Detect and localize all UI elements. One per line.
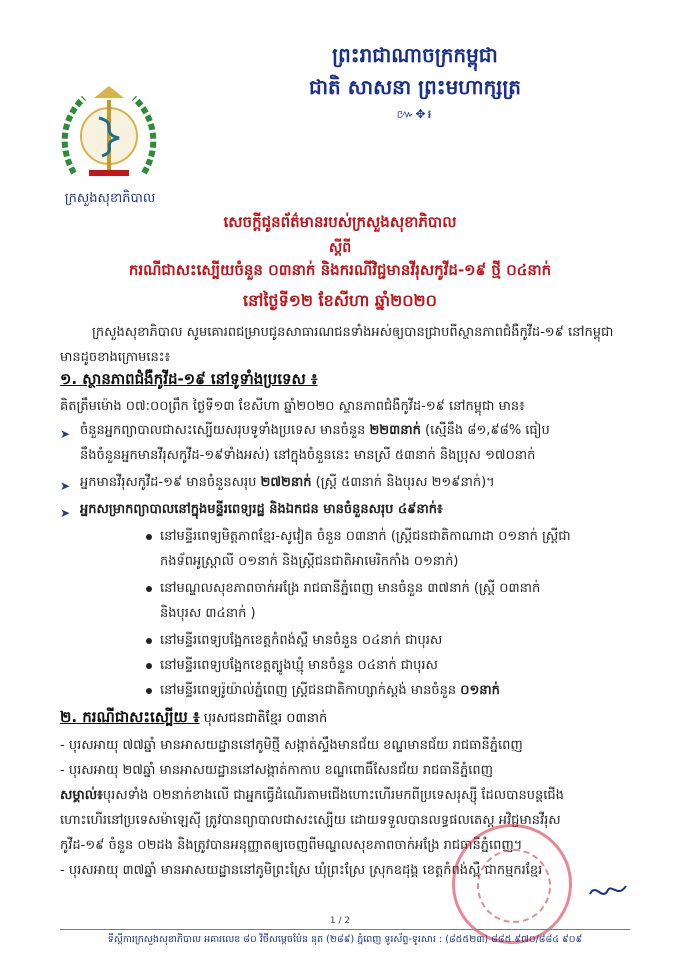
bullet-recovered-text-c: (ស្មើនឹង ៨១,៩៨% ធៀប xyxy=(420,423,550,438)
ministry-label: ក្រសួងសុខាភិបាល xyxy=(64,191,156,206)
sub-item-chak-angre xyxy=(160,576,620,601)
ministry-of-health-logo xyxy=(54,78,164,188)
sub-item-royal-text-a: នៅមន្ទីរពេទ្យរ៉ូយ៉ាល់ភ្នំពេញ ស្ត្រីជនជាតិកាហ្សាក់ស្តង់ មានចំនួន xyxy=(160,683,461,698)
note-label: សម្គាល់៖ xyxy=(60,788,103,803)
title-date: នៅថ្ងៃទី១២ ខែសីហា ឆ្នាំ២០២០ xyxy=(243,291,437,310)
footer-divider xyxy=(60,929,630,930)
kingdom-line-2: ជាតិ សាសនា ព្រះមហាក្សត្រ xyxy=(309,75,521,99)
title-line-3: ករណីជាសះស្បើយចំនួន ០៣នាក់ និងករណីវិជ្ជមានវីរុសកូវីដ-១៩ ថ្មី ០៤នាក់ xyxy=(128,261,552,279)
recovered-note xyxy=(60,783,620,808)
recovered-note-cont-2: កូវីដ-១៩ ចំនួន ០២ដង និងត្រូវបានអនុញ្ញាតឲ្យចេញពីមណ្ឌលសុខភាពចាក់អង្រែ រាជធានីភ្នំពេញ។ xyxy=(60,838,523,853)
section-1-heading-text: ១. ស្ថានភាពជំងឺកូវីដ-១៩ នៅទូទាំងប្រទេស ៖ xyxy=(60,370,318,388)
sub-item-khmer-soviet-cont: កងទ័ពអូស្ត្រាលី ០១នាក់ និងស្ត្រីជនជាតិអាមេរិកកាំង ០១នាក់) xyxy=(160,554,459,569)
bullet-recovered-text-a: ចំនួនអ្នកព្យាបាលជាសះស្បើយសរុបទូទាំងប្រទេស មានចំនួន xyxy=(80,423,370,438)
arrow-bullet-icon: ➤ xyxy=(60,479,71,493)
bullet-recovered xyxy=(60,418,620,443)
bullet-total-text-c: (ស្ត្រី ៥៣នាក់ និងបុរស ២១៩នាក់)។ xyxy=(311,475,495,490)
recovered-case-1: - បុរសអាយុ ៧៧ឆ្នាំ មានអាសយដ្ឋាននៅភូមិថ្មី សង្កាត់ស្ទឹងមានជ័យ ខណ្ឌមានជ័យ រាជធានីភ្នំពេញ xyxy=(60,738,523,753)
note-text: បុរសទាំង ០២នាក់ខាងលើ ជាអ្នកធ្វើដំណើរតាមជើងហោះហើរមកពីប្រទេសរុស្ស៊ី ដែលបានបន្តជើង xyxy=(102,788,564,803)
stamp-inner-ring xyxy=(477,849,551,923)
sub-item-khmer-soviet-a: នៅមន្ទីរពេទ្យមិត្តភាពខ្មែរ-សូវៀត ចំនួន ០៣នាក់ (ស្ត្រីជនជាតិកាណាដា ០១នាក់ ស្ត្រីជា xyxy=(160,529,571,544)
arrow-bullet-icon: ➤ xyxy=(60,427,71,441)
sub-item-kampong-speu-text: នៅមន្ទីរពេទ្យបង្អែកខេត្តកំពង់ស្ពឺ មានចំនួន ០៤នាក់ ជាបុរស xyxy=(160,633,443,648)
section-1-heading xyxy=(60,370,620,392)
section-2-heading-text: ២. ករណីជាសះស្បើយ ៖ xyxy=(60,708,200,726)
bullet-total-text-a: អ្នកមានវីរុសកូវីដ-១៩ មានចំនួនសរុប xyxy=(80,475,261,490)
arrow-bullet-icon: ➤ xyxy=(60,506,71,520)
bullet-dot-icon xyxy=(146,663,152,669)
bullet-total-count: ២៧២នាក់ xyxy=(260,475,312,490)
bullet-total-cases xyxy=(60,470,620,495)
page-number: 1 / 2 xyxy=(329,916,351,926)
sub-item-khmer-soviet xyxy=(160,524,620,549)
bullet-dot-icon xyxy=(146,638,152,644)
footer-address: ទីស្តីការក្រសួងសុខាភិបាល អគារលេខ ៨០ វិថីសម្តេចប៉ែន នុត (២៨៩) ភ្នំពេញ ទូរស័ព្ទ-ទូរសារ : (៨៥៥២៣) ៨៨៥ ៩៧០/៨៨៤ ៩០៩ xyxy=(107,934,583,945)
bullet-recovered-count: ២២៣នាក់ xyxy=(369,423,421,438)
section-2-heading xyxy=(60,708,620,730)
signature xyxy=(588,880,628,902)
bullet-hospitalized-text: អ្នកសម្រាកព្យាបាលនៅក្នុងមន្ទីរពេទ្យរដ្ឋ និងឯកជន មានចំនួនសរុប ៤៩នាក់៖ xyxy=(80,502,443,517)
bullet-hospitalized xyxy=(60,497,620,522)
sub-item-chak-angre-cont: និងបុរស ៣៤នាក់ ) xyxy=(160,606,256,621)
title-line-2: ស្តីពី xyxy=(328,240,352,256)
sub-item-royal-phnom-penh xyxy=(160,678,620,703)
title-line-1: សេចក្តីជូនព័ត៌មានរបស់ក្រសួងសុខាភិបាល xyxy=(223,213,457,231)
bullet-dot-icon xyxy=(146,534,152,540)
recovered-case-2: - បុរសអាយុ ២៧ឆ្នាំ មានអាសយដ្ឋាននៅសង្កាត់កាកាប ខណ្ឌពោធិ៍សែនជ័យ រាជធានីភ្នំពេញ xyxy=(60,763,494,778)
sub-item-kampong-speu xyxy=(160,628,620,653)
recovered-case-3: - បុរសអាយុ ៣៧ឆ្នាំ មានអាសយដ្ឋាននៅភូមិព្រះស្រែ ឃុំព្រះស្រែ ស្រុកឧដុង្គ ខេត្តកំពង់ស្ពឺ ជាកម្មករខ្មែរ xyxy=(60,863,543,878)
sub-item-tboung-khmum xyxy=(160,653,620,678)
intro-paragraph: ក្រសួងសុខាភិបាល សូមគោរពជម្រាបជូនសាធារណជនទាំងអស់ឲ្យបានជ្រាបពីស្ថានភាពជំងឺកូវីដ-១៩ នៅកម្ពុជា មានដូចខាងក្រោមនេះ៖ xyxy=(60,325,614,365)
section-2-heading-detail: បុរសជនជាតិខ្មែរ ០៣នាក់ xyxy=(199,711,328,726)
bullet-recovered-cont: នឹងចំនួនអ្នកមានវីរុសកូវីដ-១៩ទាំងអស់) នៅក្នុងចំនួននេះ មានស្រី ៥៣នាក់ និងប្រុស ១៧០នាក់ xyxy=(80,448,536,463)
sub-item-chak-angre-a: នៅមណ្ឌលសុខភាពចាក់អង្រែ រាជធានីភ្នំពេញ មានចំនួន ៣៧នាក់ (ស្ត្រី ០៣នាក់ xyxy=(160,581,541,596)
bullet-dot-icon xyxy=(146,586,152,592)
kingdom-line-1: ព្រះរាជាណាចក្រកម្ពុជា xyxy=(332,43,498,67)
bullet-dot-icon xyxy=(146,688,152,694)
official-stamp xyxy=(452,824,572,944)
recovered-note-cont-1: ហោះហើរនៅប្រទេសម៉ាឡេស៊ី ត្រូវបានព្យាបាលជាសះស្បើយ ដោយទទួលបានលទ្ធផលតេស្ត អវិជ្ជមានវីរុស xyxy=(60,813,561,828)
section-1-lead: គិតត្រឹមម៉ោង ០៧:០០ព្រឹក ថ្ងៃទី១៣ ខែសីហា ឆ្នាំ២០២០ ស្ថានភាពជំងឺកូវីដ-១៩ នៅកម្ពុជា មាន៖ xyxy=(60,399,525,414)
sub-item-tboung-khmum-text: នៅមន្ទីរពេទ្យបង្អែកខេត្តត្បូងឃ្មុំ មានចំនួន ០៤នាក់ ជាបុរស xyxy=(160,658,438,673)
sub-item-royal-count: ០១នាក់ xyxy=(460,683,500,698)
ornament: ៚✥៛ xyxy=(396,107,434,121)
